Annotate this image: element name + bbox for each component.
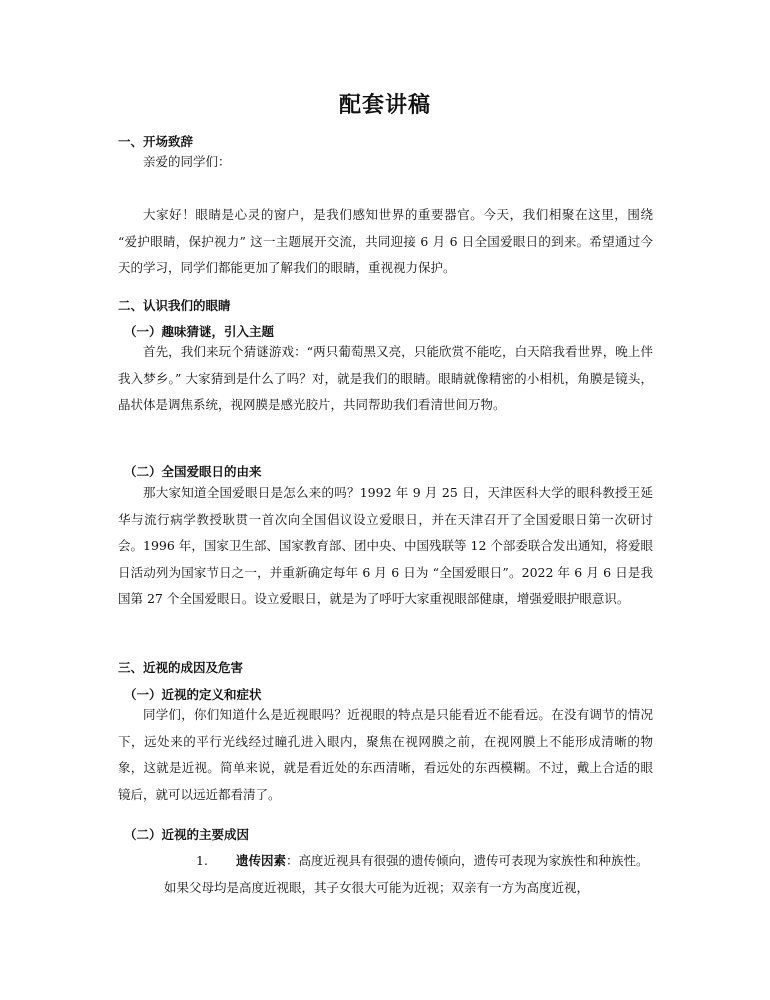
list-item-number: 1. [196,853,208,868]
eye-day-origin-paragraph: 那大家知道全国爱眼日是怎么来的吗？1992 年 9 月 25 日，天津医科大学的眼科教授王延华与流行病学教授耿贯一首次向全国倡议设立爱眼日，并在天津召开了全国爱眼日第一次研讨会。1996 年，国家卫生部、国家教育部、团中央、中国残联等 12 个部委联合发出通知，将爱眼日活动列为国家节日之一，并重新确定每年 6 月 6 日为 “全国爱眼日”。2022 年 6 月 6 日是我国第 27 个全国爱眼日。设立爱眼日，就是为了呼吁大家重视眼部健康，增强爱眼护眼意识。 [118,485,653,607]
section-heading-eyes: 二、认识我们的眼睛 [118,298,231,313]
greeting: 亲爱的同学们： [143,154,231,169]
subsection-heading-eye-day-origin: （二）全国爱眼日的由来 [124,464,262,479]
riddle-paragraph: 首先，我们来玩个猜谜游戏：“两只葡萄黑又亮，只能欣赏不能吃，白天陪我看世界，晚上伴我入梦乡。” 大家猜到是什么了吗？对，就是我们的眼睛。眼睛就像精密的小相机，角膜是镜头，晶状体是调焦系统，视网膜是感光胶片，共同帮助我们看清世间万物。 [118,344,653,413]
subsection-heading-riddle: （一）趣味猜谜，引入主题 [124,324,275,339]
opening-paragraph: 大家好！眼睛是心灵的窗户，是我们感知世界的重要器官。今天，我们相聚在这里，围绕 “爱护眼睛，保护视力” 这一主题展开交流，共同迎接 6 月 6 日全国爱眼日的到来。希望通过今天的学习，同学们都能更加了解我们的眼睛，重视视力保护。 [118,207,653,276]
list-item-text: ：高度近视具有很强的遗传倾向，遗传可表现为家族性和种族性。如果父母均是高度近视眼，其子女很大可能为近视；双亲有一方为高度近视， [164,853,649,895]
page-title: 配套讲稿 [338,92,431,118]
list-item [164,848,653,901]
list-item-term: 遗传因素 [236,853,287,868]
subsection-heading-myopia-definition: （一）近视的定义和症状 [124,687,262,702]
section-heading-opening: 一、开场致辞 [118,134,194,149]
myopia-definition-paragraph: 同学们，你们知道什么是近视眼吗？近视眼的特点是只能看近不能看远。在没有调节的情况下，远处来的平行光线经过瞳孔进入眼内，聚焦在视网膜之前，在视网膜上不能形成清晰的物象，这就是近视。简单来说，就是看近处的东西清晰，看远处的东西模糊。不过，戴上合适的眼镜后，就可以远近都看清了。 [118,707,653,802]
section-heading-myopia: 三、近视的成因及危害 [118,660,244,675]
subsection-heading-myopia-causes: （二）近视的主要成因 [124,827,250,842]
